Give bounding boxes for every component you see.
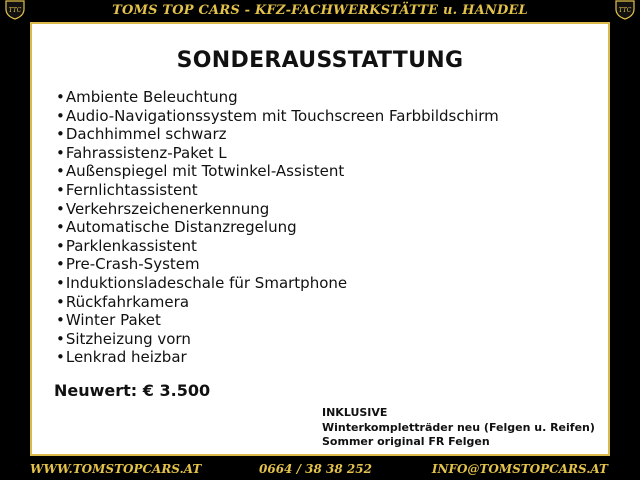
equipment-panel — [30, 22, 610, 456]
list-item: • Automatische Distanzregelung — [56, 218, 499, 237]
list-item: • Winter Paket — [56, 311, 499, 330]
svg-text:TTC: TTC — [8, 7, 22, 14]
list-item: • Induktionsladeschale für Smartphone — [56, 274, 499, 293]
list-item: • Sitzheizung vorn — [56, 330, 499, 349]
list-item: • Fahrassistenz-Paket L — [56, 144, 499, 163]
list-item: • Pre-Crash-System — [56, 255, 499, 274]
inclusive-note — [322, 406, 595, 450]
inclusive-line: Sommer original FR Felgen — [322, 435, 490, 448]
footer-bar — [0, 461, 640, 479]
svg-text:TTC: TTC — [618, 7, 632, 14]
list-item: • Außenspiegel mit Totwinkel-Assistent — [56, 162, 499, 181]
panel-title: SONDERAUSSTATTUNG — [176, 48, 464, 73]
header-bar — [0, 0, 640, 20]
email-link[interactable]: INFO@TOMSTOPCARS.AT — [431, 462, 608, 476]
list-item: • Audio-Navigationssystem mit Touchscreen Farbbildschirm — [56, 107, 499, 126]
ttc-logo-icon — [4, 0, 26, 20]
website-link[interactable]: WWW.TOMSTOPCARS.AT — [30, 462, 202, 476]
list-item: • Parklenkassistent — [56, 237, 499, 256]
list-item: • Ambiente Beleuchtung — [56, 88, 499, 107]
ttc-logo-icon — [614, 0, 636, 20]
list-item: • Lenkrad heizbar — [56, 348, 499, 367]
list-item: • Dachhimmel schwarz — [56, 125, 499, 144]
feature-list — [56, 88, 499, 367]
header-title: TOMS TOP CARS - KFZ-FACHWERKSTÄTTE u. HANDEL — [112, 2, 528, 18]
inclusive-heading: INKLUSIVE — [322, 406, 388, 419]
list-item: • Rückfahrkamera — [56, 293, 499, 312]
phone-number[interactable]: 0664 / 38 38 252 — [259, 462, 372, 476]
inclusive-line: Winterkompletträder neu (Felgen u. Reifen) — [322, 420, 595, 434]
price-label: Neuwert: € 3.500 — [54, 381, 211, 400]
list-item: • Fernlichtassistent — [56, 181, 499, 200]
list-item: • Verkehrszeichenerkennung — [56, 200, 499, 219]
